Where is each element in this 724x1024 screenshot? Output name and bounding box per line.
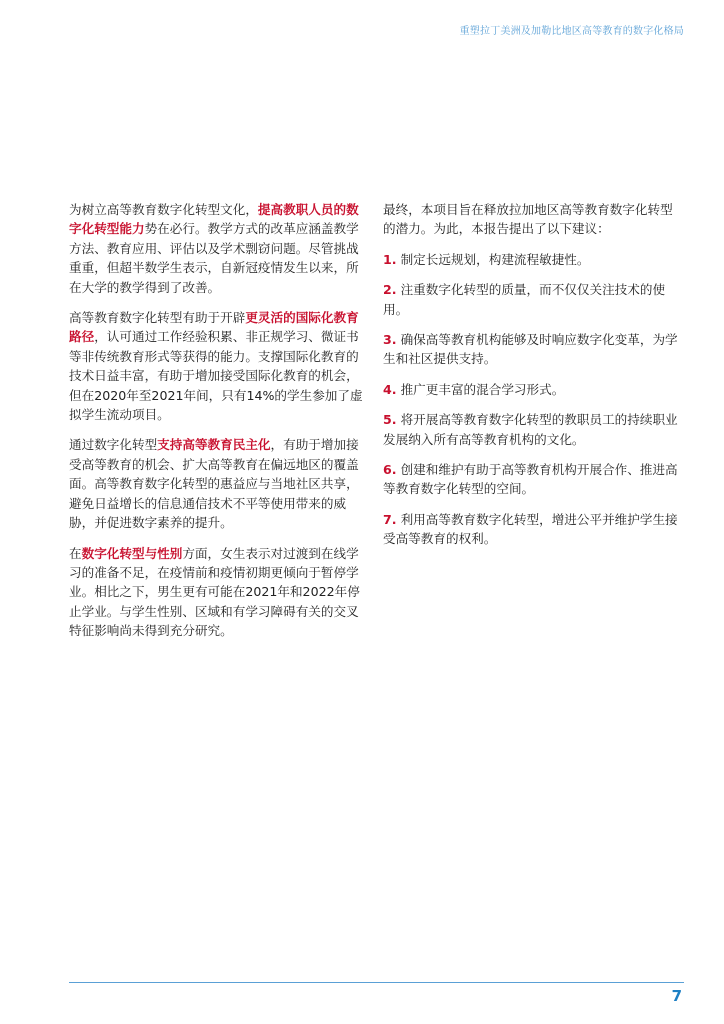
running-header-title: 重塑拉丁美洲及加勒比地区高等教育的数字化格局 bbox=[459, 26, 684, 37]
paragraph-text: 为树立高等教育数字化转型文化， bbox=[69, 202, 258, 217]
recommendation-number: 2. bbox=[383, 282, 397, 298]
recommendation-text: 将开展高等教育数字化转型的教职员工的持续职业发展纳入所有高等教育机构的文化。 bbox=[383, 412, 678, 447]
recommendation-number: 1. bbox=[383, 251, 397, 267]
left-column bbox=[69, 200, 369, 652]
paragraph-democratization bbox=[69, 435, 369, 532]
recommendation-text: 确保高等教育机构能够及时响应数字化变革，为学生和社区提供支持。 bbox=[383, 332, 678, 367]
recommendation-item bbox=[383, 250, 685, 269]
paragraph-text: 通过数字化转型 bbox=[69, 437, 158, 453]
paragraph-text: 势在必行。教学方式的改革应涵盖教学方法、教育应用、评估以及学术剽窃问题。尽管挑战重重，但超半数学生表示，自新冠疫情发生以来，所在大学的教学得到了改善。 bbox=[69, 221, 359, 295]
highlight-phrase: 更灵活的国际化教育路径 bbox=[69, 310, 359, 345]
highlight-phrase: 支持高等教育民主化 bbox=[157, 437, 271, 453]
recommendation-text: 创建和维护有助于高等教育机构开展合作、推进高等教育数字化转型的空间。 bbox=[383, 462, 678, 497]
paragraph-text: 高等教育数字化转型有助于开辟 bbox=[69, 310, 246, 326]
recommendation-item bbox=[383, 510, 685, 549]
recommendation-text: 推广更丰富的混合学习形式。 bbox=[396, 381, 565, 397]
recommendation-item bbox=[383, 280, 685, 319]
recommendation-item bbox=[383, 380, 685, 399]
recommendation-number: 6. bbox=[383, 462, 397, 478]
recommendation-number: 3. bbox=[383, 332, 397, 348]
paragraph-text: 在 bbox=[69, 545, 82, 561]
highlight-phrase: 数字化转型与性别 bbox=[81, 545, 183, 561]
page-number: 7 bbox=[671, 987, 682, 1005]
paragraph-text: ，认可通过工作经验积累、非正规学习、微证书等非传统教育形式等获得的能力。支撑国际化教育的技术日益丰富，有助于增加接受国际化教育的机会，但在2020年至2021年间，只有14%的学生参加了虚拟学生流动项目。 bbox=[69, 329, 363, 423]
footer-divider bbox=[69, 982, 684, 983]
recommendation-number: 4. bbox=[383, 381, 397, 397]
recommendation-number: 7. bbox=[383, 511, 397, 527]
recommendation-text: 利用高等教育数字化转型，增进公平并维护学生接受高等教育的权利。 bbox=[383, 511, 678, 547]
right-column bbox=[383, 200, 685, 560]
paragraph-gender bbox=[69, 544, 369, 641]
recommendation-item bbox=[383, 330, 685, 369]
recommendation-item bbox=[383, 460, 685, 499]
recommendation-text: 制定长远规划，构建流程敏捷性。 bbox=[396, 251, 590, 267]
recommendation-text: 注重数字化转型的质量，而不仅仅关注技术的使用。 bbox=[383, 282, 666, 317]
recommendations-intro: 最终，本项目旨在释放拉加地区高等教育数字化转型的潜力。为此，本报告提出了以下建议： bbox=[383, 202, 673, 237]
paragraph-text: 方面，女生表示对过渡到在线学习的准备不足，在疫情前和疫情初期更倾向于暂停学业。相比之下，男生更有可能在2021年和2022年停止学业。与学生性别、区域和有学习障碍有关的交叉特征影响尚未得到充分研究。 bbox=[69, 545, 360, 639]
highlight-phrase: 提高教职人员的数字化转型能力 bbox=[69, 202, 359, 237]
recommendation-item bbox=[383, 410, 685, 449]
paragraph-faculty-capacity bbox=[69, 200, 369, 297]
paragraph-text: ，有助于增加接受高等教育的机会、扩大高等教育在偏远地区的覆盖面。高等教育数字化转型的惠益应与当地社区共享，避免日益增长的信息通信技术不平等使用带来的威胁，并促进数字素养的提升。 bbox=[69, 437, 359, 531]
paragraph-internationalization bbox=[69, 308, 369, 424]
recommendation-number: 5. bbox=[383, 412, 397, 428]
